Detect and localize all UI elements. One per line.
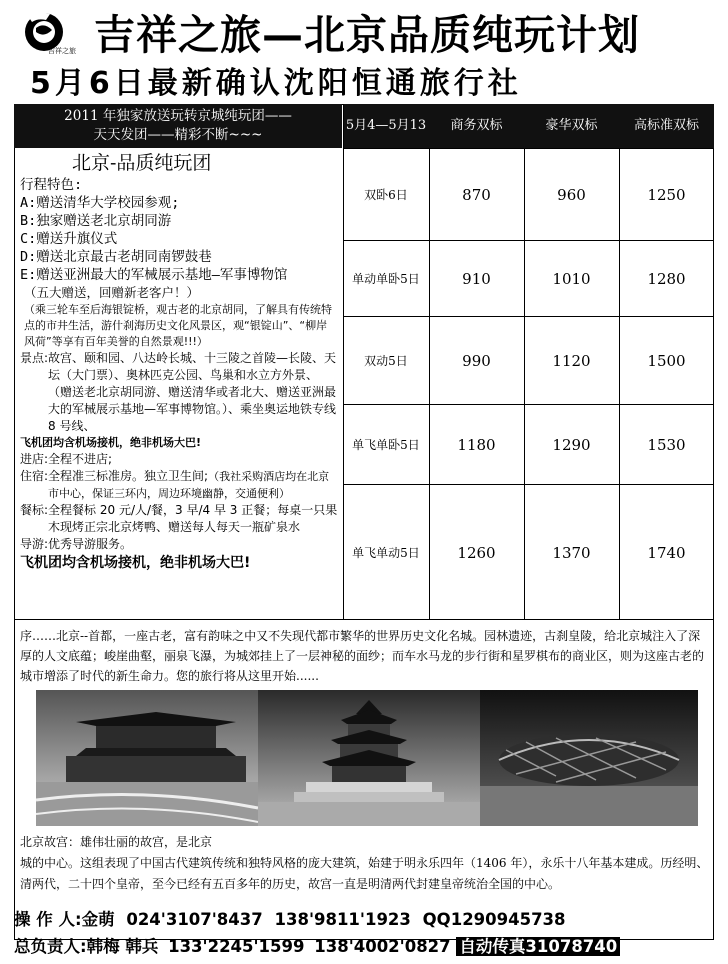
row-label: 单飞单卧5日	[352, 438, 420, 452]
row-label: 双动5日	[364, 354, 408, 368]
guide-label: 导游:	[20, 537, 49, 551]
table-header-date: 5月4—5月13	[345, 118, 427, 133]
price-cell: 1740	[647, 543, 686, 562]
price-cell: 1370	[552, 543, 591, 562]
hotel-block	[48, 468, 338, 502]
manager-label: 总负责人:韩梅 韩兵	[14, 937, 159, 956]
price-cell: 960	[557, 185, 586, 204]
price-cell: 1250	[647, 185, 686, 204]
footer-manager-row	[14, 935, 728, 959]
sights-row	[20, 350, 338, 435]
operator-phone-2: 138'9811'1923	[274, 910, 411, 929]
shopping-label: 进店:	[20, 452, 49, 466]
shopping-text: 全程不进店;	[48, 452, 113, 466]
logo-text: 吉祥之旅	[48, 47, 76, 55]
fax-number: 31078740	[525, 937, 618, 956]
hotel-note: （我社采购酒店均在北京市中心，保证三环内，周边环境幽静，交通便利）	[48, 470, 330, 500]
airport-note-big: 飞机团均含机场接机，绝非机场大巴!	[20, 555, 251, 571]
banner-line-1: 2011 年独家放送玩转京城纯玩团——	[64, 108, 292, 124]
table-header-premium: 高标准双标	[633, 118, 699, 133]
table-row	[343, 484, 714, 620]
price-cell: 1010	[552, 269, 591, 288]
hotel-text: 全程准三标准房。独立卫生间;	[48, 469, 209, 483]
photo-strip	[36, 690, 698, 826]
feature-item: A:赠送清华大学校园参观;	[20, 195, 180, 211]
price-cell: 1290	[552, 435, 591, 454]
table-divider	[619, 148, 620, 620]
fax-label: 自动传真	[459, 937, 526, 956]
operator-label: 操 作 人:金萌	[14, 910, 115, 929]
price-cell: 870	[462, 185, 491, 204]
hotel-row	[20, 468, 338, 502]
hotel-label: 住宿:	[20, 469, 49, 483]
operator-phone-1: 024'3107'8437	[126, 910, 263, 929]
table-header-row	[343, 104, 714, 148]
feature-item: E:赠送亚洲最大的军械展示基地—军事博物馆	[20, 267, 288, 283]
price-cell: 910	[462, 269, 491, 288]
table-row	[343, 316, 714, 404]
rickshaw-note: （乘三轮车至后海银锭桥，观古老的北京胡同，了解具有传统特点的市井生活，游什刹海历史文化风景区，观“银锭山”、“柳岸风荷”等享有百年美誉的自然景观!!!）	[24, 303, 332, 348]
table-divider	[524, 148, 525, 620]
table-header-business: 商务双标	[450, 118, 503, 133]
banner	[14, 104, 342, 148]
price-cell: 1500	[647, 351, 686, 370]
price-table	[343, 104, 714, 620]
row-label: 单动单卧5日	[352, 272, 420, 286]
row-label: 单飞单动5日	[352, 546, 420, 560]
feature-item: C:赠送升旗仪式	[20, 231, 118, 247]
manager-phone-1: 133'2245'1599	[168, 937, 305, 956]
gift-note: （五大赠送，回赠新老客户！）	[24, 285, 200, 300]
photo-birds-nest-stadium	[480, 690, 698, 826]
table-divider	[343, 104, 344, 620]
shopping-row	[20, 451, 338, 468]
qq-number: QQ1290945738	[422, 910, 566, 929]
guide-row	[20, 536, 338, 553]
photo-caption	[20, 832, 710, 904]
meal-row	[20, 502, 338, 536]
page-subtitle: 5月6日最新确认沈阳恒通旅行社	[30, 66, 522, 101]
meal-text: 全程餐标 20 元/人/餐，3 早/4 早 3 正餐；每桌一只果木现烤正宗北京烤鸭、赠送每人每天一瓶矿泉水	[48, 503, 338, 534]
table-row	[343, 240, 714, 316]
feature-item: D:赠送北京最古老胡同南锣鼓巷	[20, 249, 212, 265]
banner-line-2: 天天发团——精彩不断~~~	[93, 127, 263, 143]
features-label: 行程特色:	[20, 177, 83, 193]
manager-phone-2: 138'4002'0827	[314, 937, 451, 956]
table-divider	[429, 148, 430, 620]
table-row	[343, 404, 714, 484]
price-cell: 1280	[647, 269, 686, 288]
table-header-deluxe: 豪华双标	[545, 118, 598, 133]
footer-operator-row	[14, 908, 728, 932]
price-cell: 1120	[552, 351, 591, 370]
caption-line-1: 北京故宫：雄伟壮丽的故宫，是北京	[20, 835, 213, 849]
price-cell: 1530	[647, 435, 686, 454]
price-cell: 1260	[457, 543, 496, 562]
meal-label: 餐标:	[20, 503, 49, 517]
fax-badge	[456, 937, 620, 956]
price-cell: 1180	[457, 435, 496, 454]
guide-text: 优秀导游服务。	[48, 537, 133, 551]
photo-temple-of-heaven	[258, 690, 480, 826]
product-title: 北京-品质纯玩团	[72, 152, 212, 174]
photo-forbidden-city	[36, 690, 258, 826]
itinerary-panel	[20, 150, 338, 620]
company-logo	[14, 8, 86, 60]
caption-line-2: 城的中心。这组表现了中国古代建筑传统和独特风格的庞大建筑，始建于明永乐四年（1406 年），永乐十八年基本建成。历经明、清两代，二十四个皇帝，至今已经有五百多年的历史，故宫一直是明清两代封建皇帝统治全国的中心。	[20, 856, 709, 891]
airport-note-small: 飞机团均含机场接机，绝非机场大巴!	[20, 436, 202, 449]
feature-item: B:独家赠送老北京胡同游	[20, 213, 172, 229]
intro-text: 序……北京--首都，一座古老，富有韵味之中又不失现代都市繁华的世界历史文化名城。园林遗迹，古刹皇陵，给北京城注入了深厚的人文底蕴；峻崖曲壑，丽泉飞瀑，为城郊挂上了一层神秘的面纱；而车水马龙的步行街和星罗棋布的商业区，则为这座古老的城市增添了时代的新生命力。您的旅行将从这里开始......	[20, 629, 705, 683]
sights-text: 故宫、颐和园、八达岭长城、十三陵之首陵—长陵、天坛（大门票）、奥林匹克公园、鸟巢和水立方外景、 （赠送老北京胡同游、赠送清华或者北大、赠送亚洲最大的军械展示基地—军事博物馆。）、乘坐奥运地铁专线 8 号线、	[48, 351, 337, 433]
sights-label: 景点:	[20, 351, 49, 365]
price-cell: 990	[462, 351, 491, 370]
row-label: 双卧6日	[364, 188, 408, 202]
table-row	[343, 148, 714, 240]
page-title: 吉祥之旅—北京品质纯玩计划	[94, 11, 640, 59]
